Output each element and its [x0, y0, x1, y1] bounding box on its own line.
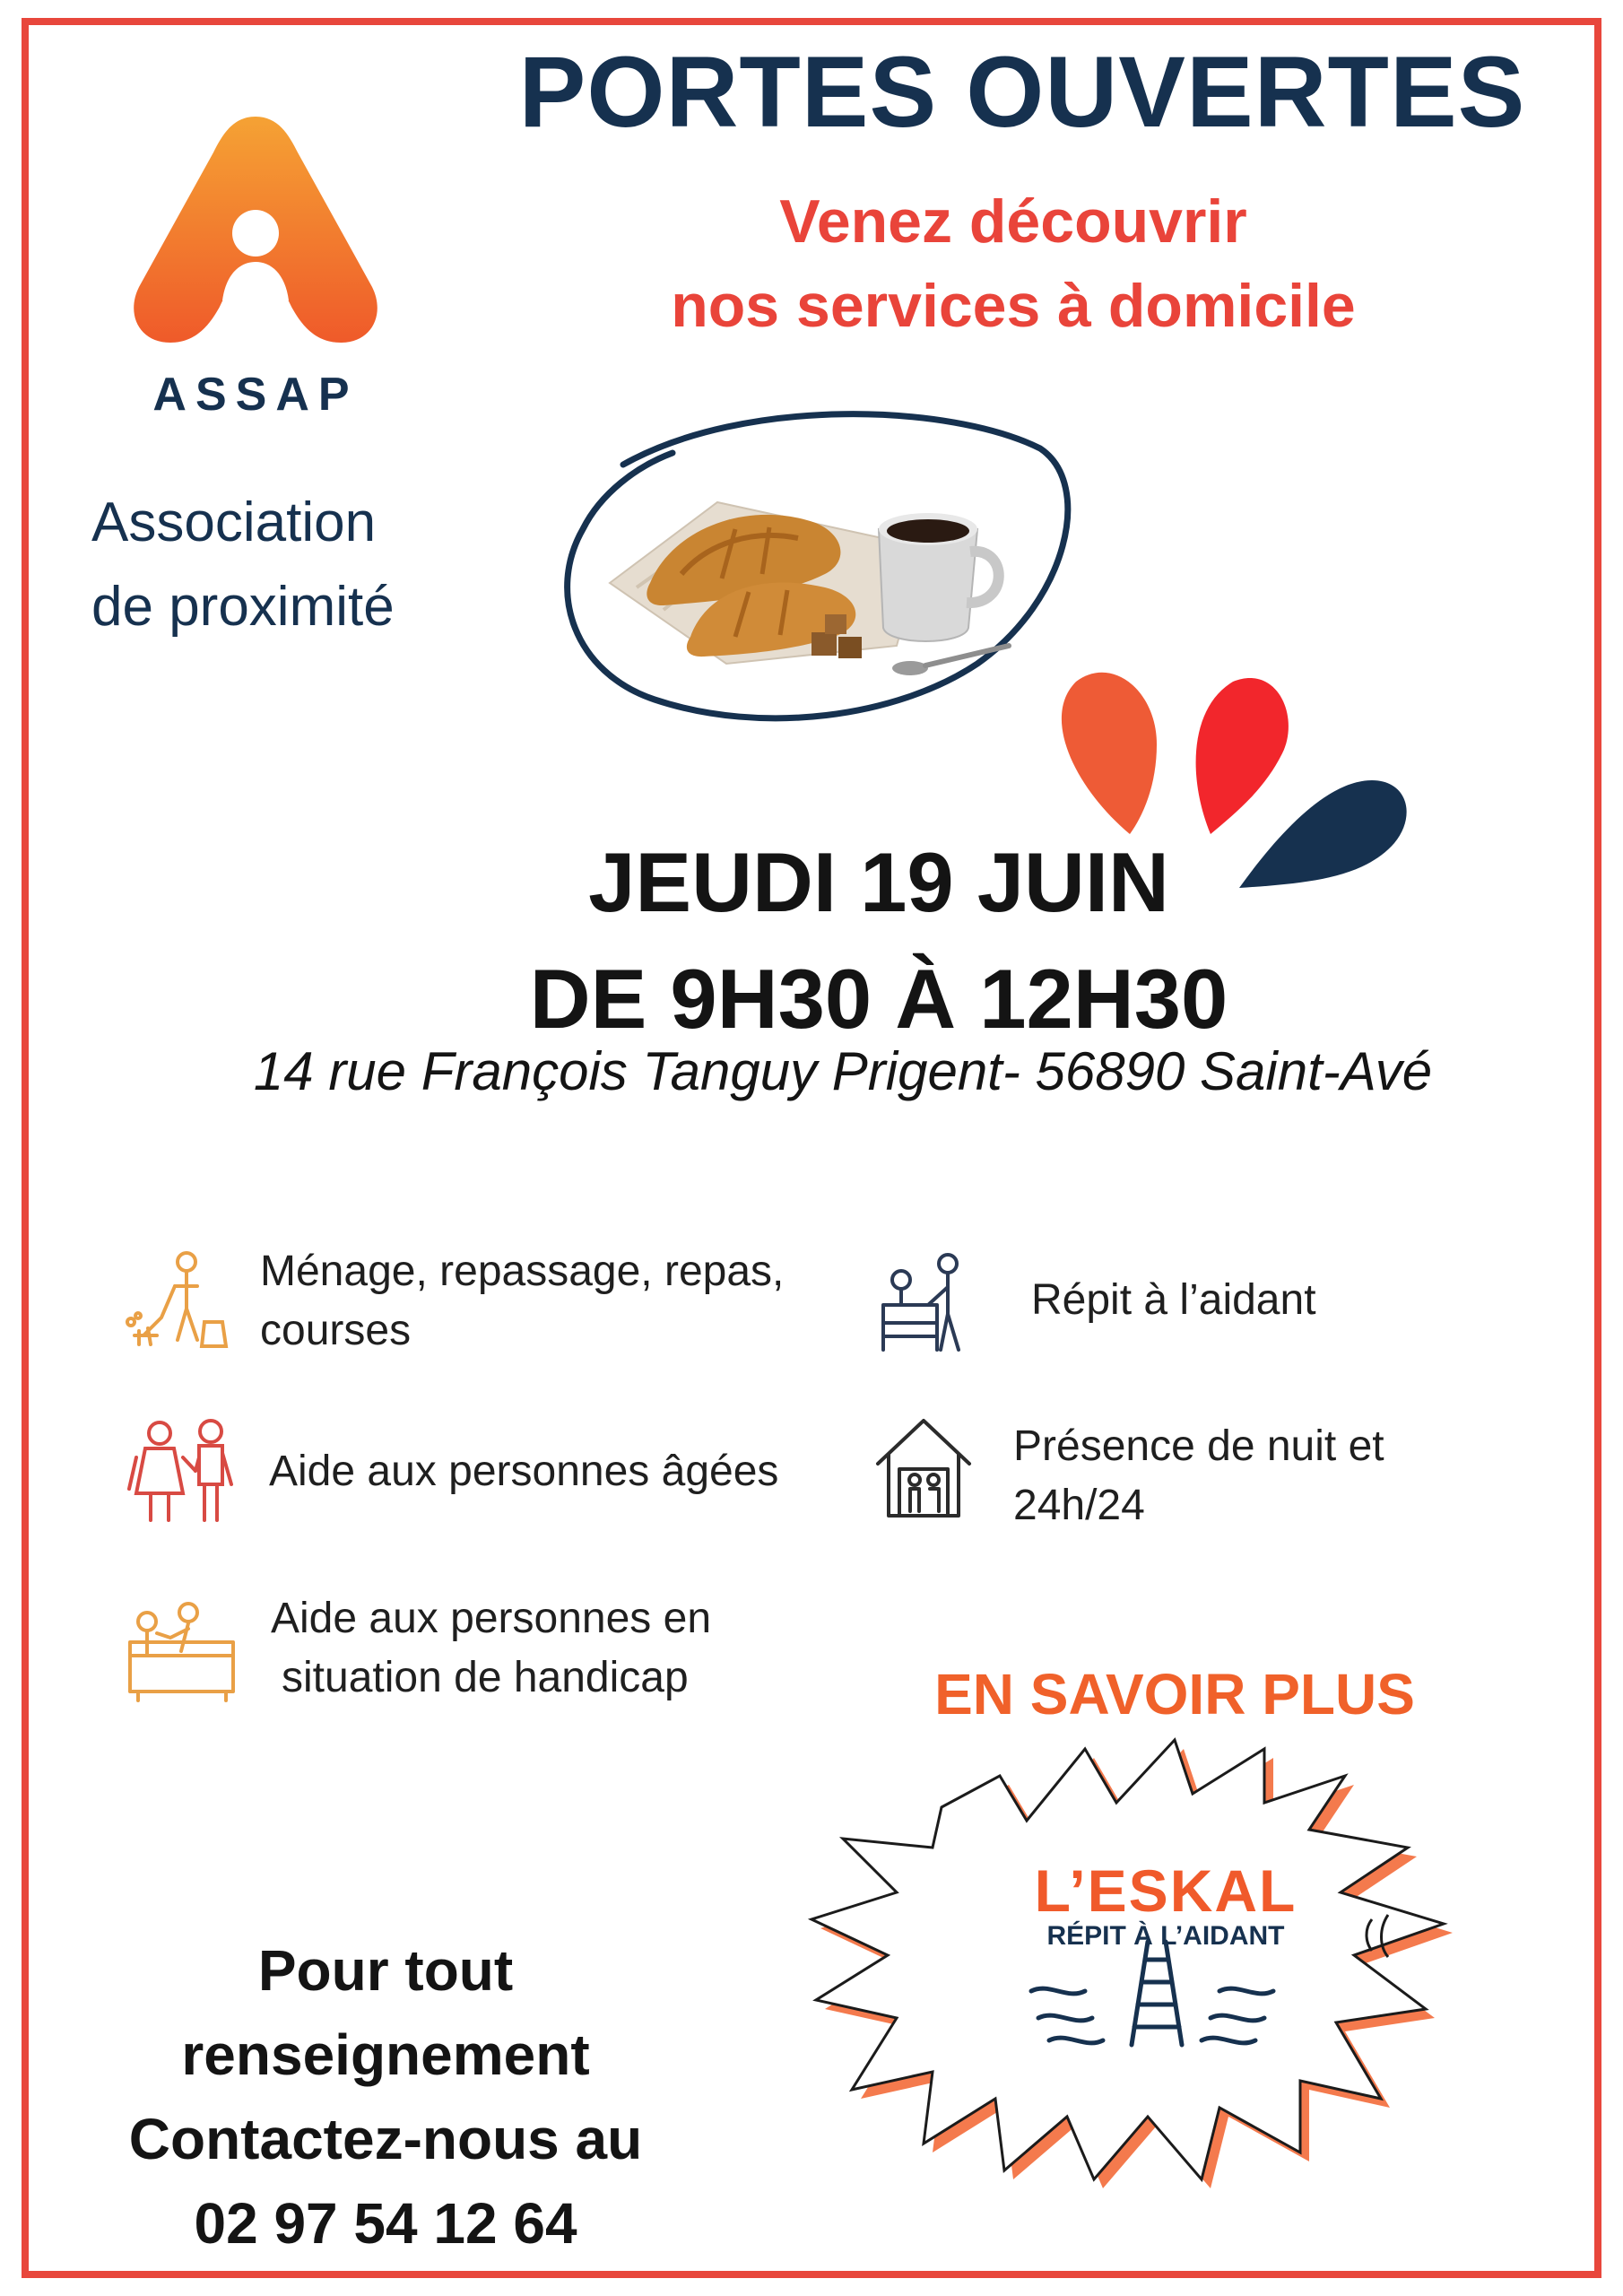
comic-burst-icon — [807, 1722, 1506, 2260]
service-label-line-2: courses — [260, 1307, 412, 1354]
caregiver-respite-icon — [874, 1251, 973, 1354]
eskal-brand-subtitle: RÉPIT À L’AIDANT — [1046, 1921, 1285, 1951]
elderly-couple-icon — [126, 1417, 242, 1525]
burst-shape — [812, 1740, 1444, 2179]
contact-line-1: Pour tout — [257, 1938, 514, 2003]
contact-block — [72, 1928, 699, 2266]
contact-line-2: renseignement — [181, 2022, 590, 2087]
house-family-icon — [874, 1417, 973, 1520]
contact-phone[interactable]: 02 97 54 12 64 — [194, 2191, 577, 2256]
service-label-line-1: Aide aux personnes en — [271, 1595, 712, 1642]
event-address: 14 rue François Tanguy Prigent- 56890 Saint-Avé — [253, 1041, 1433, 1101]
spoon-icon — [892, 646, 1009, 675]
coffee-cup-icon — [879, 513, 999, 641]
subtitle-line-2: nos services à domicile — [671, 272, 1356, 340]
breakfast-illustration — [556, 395, 1076, 753]
subtitle — [538, 179, 1488, 348]
disability-care-icon — [126, 1602, 242, 1709]
logo-wordmark: ASSAP — [152, 369, 359, 421]
tagline-line-1: Association — [91, 491, 377, 553]
page-title: PORTES OUVERTES — [518, 36, 1526, 148]
event-time: DE 9H30 À 12H30 — [529, 952, 1228, 1046]
cleaning-icon — [126, 1246, 242, 1358]
learn-more-heading: EN SAVOIR PLUS — [934, 1662, 1415, 1726]
assap-logo-icon — [126, 108, 386, 359]
petal-red — [1196, 678, 1289, 834]
contact-line-3: Contactez-nous au — [128, 2107, 643, 2171]
logo-tagline — [91, 481, 468, 649]
service-label: Présence de nuit et 24h/24 — [1013, 1422, 1384, 1529]
event-date: JEUDI 19 JUIN — [588, 835, 1169, 929]
tagline-line-2: de proximité — [91, 576, 395, 638]
service-label-line-2: situation de handicap — [282, 1654, 689, 1701]
subtitle-line-1: Venez découvrir — [779, 187, 1247, 256]
petal-orange — [1062, 673, 1157, 834]
eskal-brand-name: L’ESKAL — [1034, 1857, 1298, 1924]
service-label: Aide aux personnes âgées — [269, 1448, 779, 1495]
service-label: Répit à l’aidant — [1031, 1276, 1316, 1324]
service-label-line-1: Ménage, repassage, repas, — [260, 1248, 785, 1295]
